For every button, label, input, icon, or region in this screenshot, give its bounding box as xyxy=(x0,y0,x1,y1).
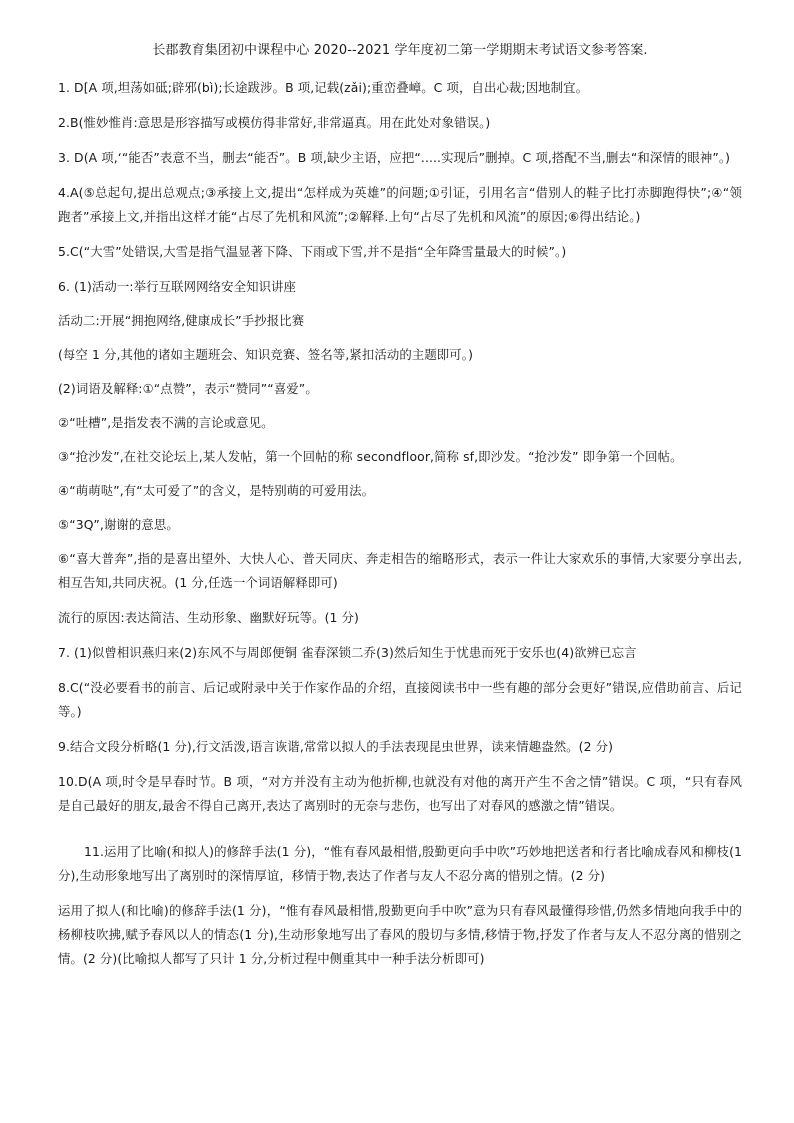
answer-6-term-3: ③“抢沙发”,在社交论坛上,某人发帖，第一个回帖的称 secondfloor,简称 sf,即沙发。“抢沙发” 即争第一个回帖。 xyxy=(58,449,683,464)
answer-6-term-6: ⑥“喜大普奔”,指的是喜出望外、大快人心、普天同庆、奔走相告的缩略形式，表示一件让大家欢乐的事情,大家要分享出去,相互告知,共同庆祝。(1 分,任选一个词语解释即可) xyxy=(58,551,742,590)
answer-7: 7. (1)似曾相识燕归来(2)东风不与周郎便铜 雀春深锁二乔(3)然后知生于忧患而死于安乐也(4)欲辨已忘言 xyxy=(58,645,637,660)
answer-8: 8.C(“没必要看书的前言、后记或附录中关于作家作品的介绍，直接阅读书中一些有趣的部分会更好”错误,应借助前言、后记等。) xyxy=(58,680,742,719)
answer-11-part-1: 11.运用了比喻(和拟人)的修辞手法(1 分)，“惟有春风最相惜,殷勤更向手中吹”巧妙地把送者和行者比喻成春风和柳枝(1 分),生动形象地写出了离别时的深情厚谊，移情于物,表达了作者与友人不忍分离的惜别之情。(2 分) xyxy=(58,844,742,883)
document-title: 长郡教育集团初中课程中心 2020--2021 学年度初二第一学期期末考试语文参考答案. xyxy=(152,43,648,58)
answer-10: 10.D(A 项,时令是早春时节。B 项，“对方并没有主动为他折柳,也就没有对他的离开产生不舍之情”错误。C 项，“只有春风是自己最好的朋友,最舍不得自己离开,表达了离别时的无奈与悲伤，也写出了对春风的感激之情”错误。 xyxy=(58,774,742,813)
answer-6-term-1: (2)词语及解释:①“点赞”，表示“赞同”“喜爱”。 xyxy=(58,381,318,396)
answer-6-activity-1: 6. (1)活动一:举行互联网网络安全知识讲座 xyxy=(58,279,297,294)
answer-6-scoring-note: (每空 1 分,其他的诸如主题班会、知识竞赛、签名等,紧扣活动的主题即可。) xyxy=(58,347,474,362)
answer-1: 1. D[A 项,坦荡如砥;辟邪(bì);长途跋涉。B 项,记载(zǎi);重峦叠嶂。C 项，自出心裁;因地制宜。 xyxy=(58,80,589,95)
answer-5: 5.C(“大雪”处错误,大雪是指气温显著下降、下雨或下雪,并不是指“全年降雪量最大的时候”。) xyxy=(58,244,567,259)
answer-6-term-2: ②“吐槽”,是指发表不满的言论或意见。 xyxy=(58,415,274,430)
answer-2: 2.B(惟妙惟肖:意思是形容描写或模仿得非常好,非常逼真。用在此处对象错误。) xyxy=(58,115,491,130)
answer-11-part-2: 运用了拟人(和比喻)的修辞手法(1 分)，“惟有春风最相惜,殷勤更向手中吹”意为只有春风最懂得珍惜,仍然多情地向我手中的杨柳枝吹拂,赋予春风以人的情态(1 分),生动形象地写出了春风的殷切与多情,移情于物,抒发了作者与友人不忍分离的惜别之情。(2 分)(比喻拟人都写了只计 1 分,分析过程中侧重其中一种手法分析即可) xyxy=(58,903,742,966)
answer-4: 4.A(⑤总起句,提出总观点;③承接上文,提出“怎样成为英雄”的问题;①引证，引用名言“借别人的鞋子比打赤脚跑得快”;④“领跑者”承接上文,并指出这样才能“占尽了先机和风流”;②解释.上句“占尽了先机和风流”的原因;⑥得出结论。) xyxy=(58,185,742,224)
answer-6-term-4: ④“萌萌哒”,有“太可爱了”的含义，是特别萌的可爱用法。 xyxy=(58,483,375,498)
answer-3: 3. D(A 项,‘“能否”表意不当，删去“能否”。B 项,缺少主语，应把“.....实现后”删掉。C 项,搭配不当,删去“和深情的眼神”。) xyxy=(58,150,731,165)
answer-9: 9.结合文段分析略(1 分),行文活泼,语言诙谐,常常以拟人的手法表现昆虫世界，读来情趣盎然。(2 分) xyxy=(58,739,614,754)
answer-6-term-5: ⑤“3Q”,谢谢的意思。 xyxy=(58,517,179,532)
answer-6-activity-2: 活动二:开展“拥抱网络,健康成长”手抄报比赛 xyxy=(58,313,305,328)
answer-6-reason: 流行的原因:表达简洁、生动形象、幽默好玩等。(1 分) xyxy=(58,610,359,625)
